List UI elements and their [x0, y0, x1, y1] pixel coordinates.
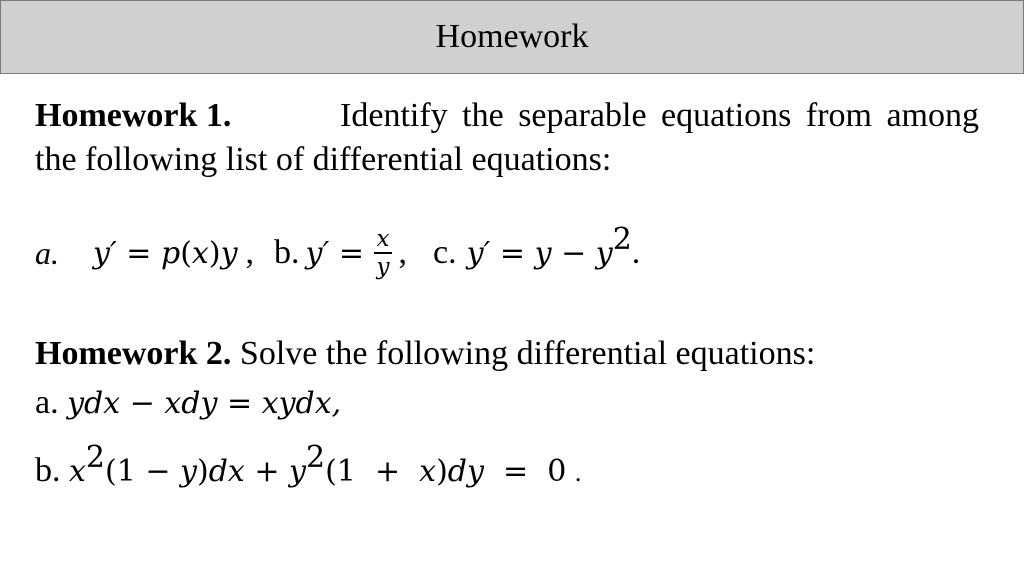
homework1-text-line2: the following list of differential equations: [35, 141, 612, 178]
homework2-item-a [35, 384, 341, 422]
hw1-equation-a: y′ = p(x)y [93, 236, 238, 271]
slide-title: Homework [435, 18, 589, 55]
hw1-item-a-marker: a. [35, 234, 59, 271]
fraction-x-over-y: $\frac{x}{y}$ [374, 226, 393, 280]
hw1-item-c-marker: c. [433, 234, 457, 271]
hw1-item-c-end: . [631, 234, 641, 271]
homework2-text: Solve the following differential equations: [239, 335, 816, 372]
hw1-item-a-sep: , [245, 234, 255, 271]
hw2-item-b-end: . [574, 458, 582, 487]
homework1-line1 [35, 97, 979, 135]
homework1-label: Homework 1. [35, 97, 232, 134]
homework1-line2 [35, 141, 611, 179]
hw1-equation-b: y′ = $\frac{x}{y}$ [306, 226, 393, 280]
homework2-line1 [35, 335, 815, 373]
homework1-equations [35, 218, 640, 288]
hw2-item-b-marker: b. [35, 452, 61, 489]
hw2-equation-b: $x^2(1 - y)dx + y^2(1 + x)dy = 0$ [69, 440, 567, 489]
hw1-item-b-marker: b. [274, 234, 300, 271]
homework2-item-b [35, 440, 582, 490]
hw2-item-a-marker: a. [35, 384, 59, 421]
title-bar [0, 0, 1024, 74]
hw1-equation-c: $y' = y - y^2$ [466, 222, 632, 271]
homework1-text-line1: Identify the separable equations from among [340, 97, 979, 134]
hw1-item-b-sep: , [398, 234, 407, 271]
hw2-equation-a: ydx − xdy = xydx, [67, 386, 342, 421]
homework2-label: Homework 2. [35, 335, 232, 372]
